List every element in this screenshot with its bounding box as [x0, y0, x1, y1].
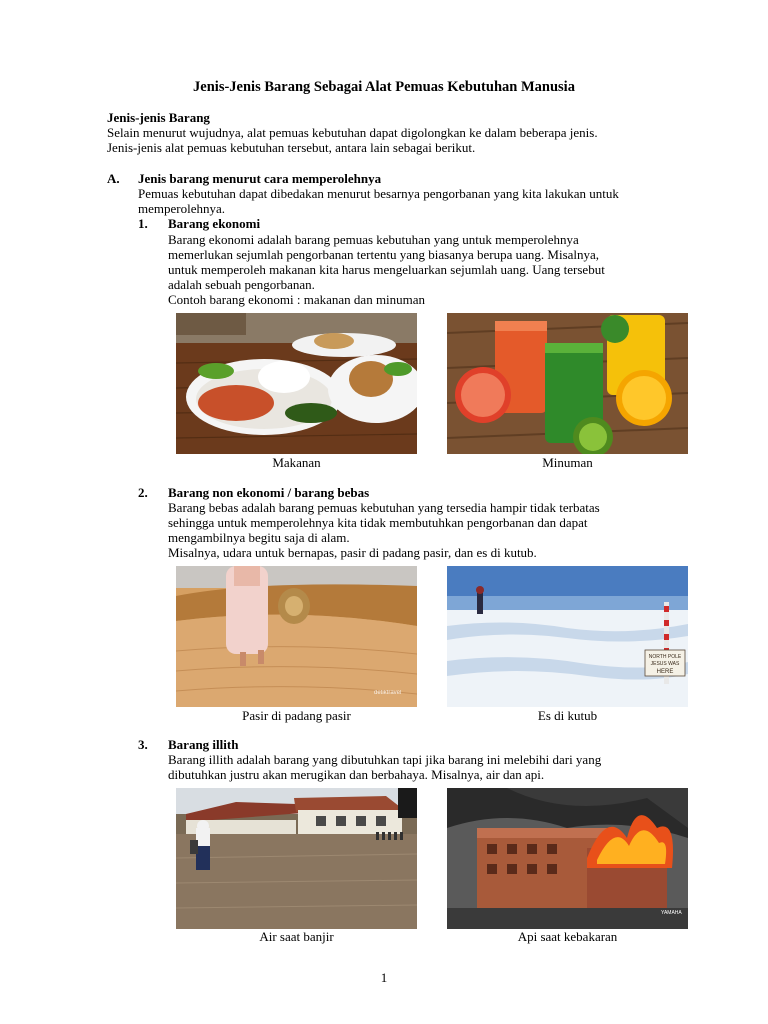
- section-a-marker: A.: [107, 171, 120, 186]
- food-photo: [176, 313, 417, 454]
- section-a-line-2: memperolehnya.: [138, 201, 225, 216]
- item-2-example: Misalnya, udara untuk bernapas, pasir di padang pasir, dan es di kutub.: [168, 545, 537, 560]
- caption-minuman: Minuman: [542, 455, 593, 470]
- caption-makanan: Makanan: [272, 455, 321, 470]
- pole-sign-line-3: HERE: [656, 669, 674, 675]
- item-1-heading: Barang ekonomi: [168, 216, 261, 231]
- page-number: 1: [380, 970, 388, 985]
- caption-api: Api saat kebakaran: [517, 929, 618, 944]
- pole-sign-line-1: NORTH POLE: [648, 654, 682, 660]
- intro-line-1: Selain menurut wujudnya, alat pemuas kebutuhan dapat digolongkan ke dalam beberapa jenis.: [107, 125, 598, 140]
- desert-watermark: detiktravel: [374, 690, 402, 696]
- item-3-line-1: Barang illith adalah barang yang dibutuhkan tapi jika barang ini melebihi dari yang: [168, 752, 602, 767]
- item-3-line-2: dibutuhkan justru akan merugikan dan berbahaya. Misalnya, air dan api.: [168, 767, 545, 782]
- item-3-number: 3.: [138, 737, 148, 752]
- item-1-line-1: Barang ekonomi adalah barang pemuas kebutuhan yang untuk memperolehnya: [168, 232, 579, 247]
- item-1-number: 1.: [138, 216, 148, 231]
- caption-air: Air saat banjir: [259, 929, 334, 944]
- intro-heading: Jenis-jenis Barang: [107, 110, 210, 125]
- caption-es: Es di kutub: [537, 708, 598, 723]
- item-2-number: 2.: [138, 485, 148, 500]
- intro-line-2: Jenis-jenis alat pemuas kebutuhan tersebut, antara lain sebagai berikut.: [107, 140, 476, 155]
- section-a-heading: Jenis barang menurut cara memperolehnya: [138, 171, 382, 186]
- section-a-line-1: Pemuas kebutuhan dapat dibedakan menurut besarnya pengorbanan yang kita lakukan untuk: [138, 186, 619, 201]
- fire-sign: YAMAHA: [661, 910, 682, 916]
- desert-photo: [176, 566, 417, 707]
- item-1-line-4: adalah sebuah pengorbanan.: [168, 277, 315, 292]
- item-2-line-3: mengambilnya begitu saja di alam.: [168, 530, 350, 545]
- arctic-photo: [447, 566, 688, 707]
- pole-sign-line-2: JESUS WAS: [650, 661, 680, 667]
- drinks-photo: [447, 313, 688, 454]
- item-2-line-1: Barang bebas adalah barang pemuas kebutuhan yang tersedia hampir tidak terbatas: [168, 500, 600, 515]
- item-3-heading: Barang illith: [168, 737, 239, 752]
- item-1-line-2: memerlukan sejumlah pengorbanan tertentu yang biasanya berupa uang. Misalnya,: [168, 247, 600, 262]
- item-1-line-3: untuk memperoleh makanan kita harus mengeluarkan sejumlah uang. Uang tersebut: [168, 262, 605, 277]
- flood-photo: [176, 788, 417, 929]
- page-title: Jenis-Jenis Barang Sebagai Alat Pemuas Kebutuhan Manusia: [193, 79, 575, 95]
- fire-photo: [447, 788, 688, 929]
- caption-pasir: Pasir di padang pasir: [242, 708, 351, 723]
- item-1-example: Contoh barang ekonomi : makanan dan minuman: [168, 292, 426, 307]
- item-2-heading: Barang non ekonomi / barang bebas: [168, 485, 370, 500]
- item-2-line-2: sehingga untuk memperolehnya kita tidak membutuhkan pengorbanan dan dapat: [168, 515, 588, 530]
